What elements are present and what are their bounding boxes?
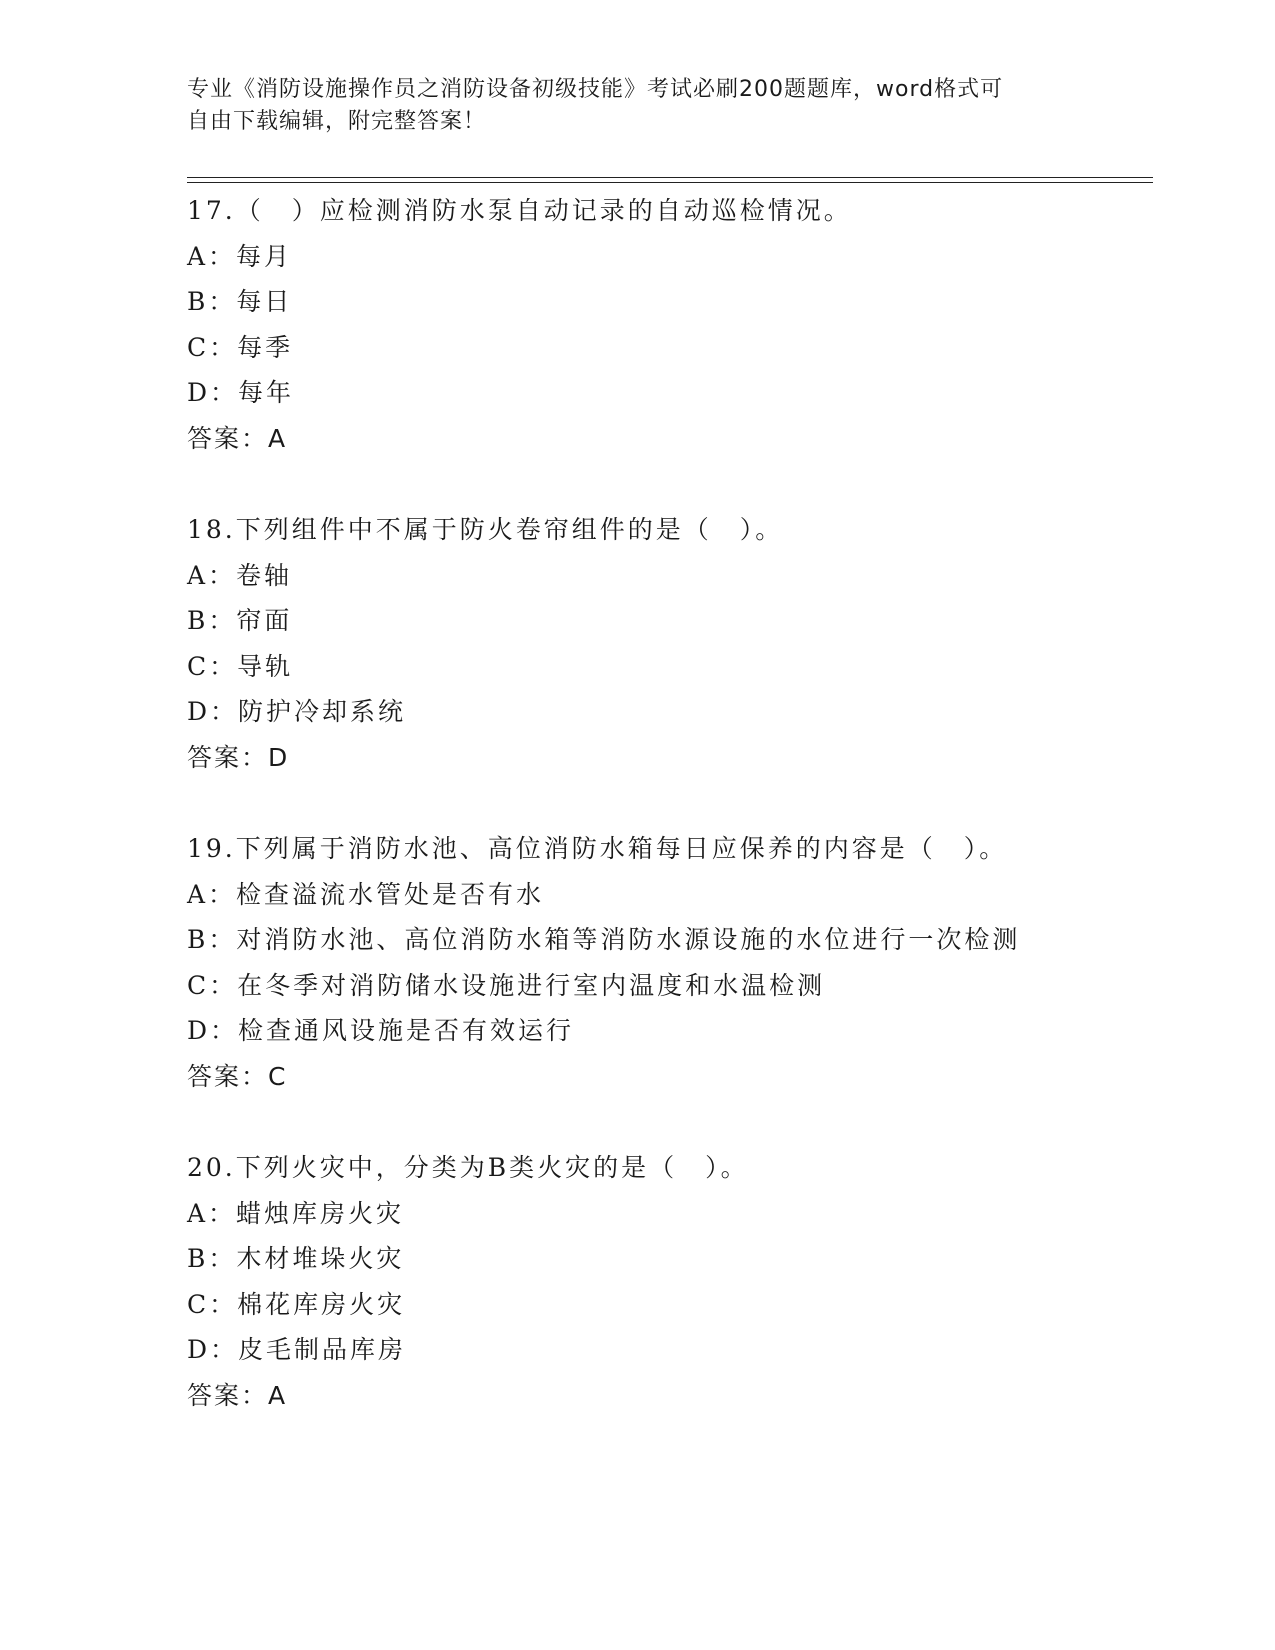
question-17 — [187, 188, 1167, 461]
header-line-1: 专业《消防设施操作员之消防设备初级技能》考试必刷200题题库，word格式可 — [187, 77, 1004, 102]
option-b: B：木材堆垛火灾 — [187, 1244, 405, 1273]
answer: 答案：D — [187, 742, 290, 772]
question-title: 17.（ ）应检测消防水泵自动记录的自动巡检情况。 — [187, 196, 852, 225]
answer: 答案：A — [187, 423, 288, 453]
header-divider-bottom — [187, 182, 1153, 183]
answer: 答案：A — [187, 1380, 288, 1410]
question-title: 19.下列属于消防水池、高位消防水箱每日应保养的内容是（ ）。 — [187, 834, 1008, 863]
question-title: 20.下列火灾中，分类为B类火灾的是（ ）。 — [187, 1153, 749, 1182]
option-b: B：对消防水池、高位消防水箱等消防水源设施的水位进行一次检测 — [187, 925, 1021, 954]
option-a: A：蜡烛库房火灾 — [187, 1198, 405, 1228]
option-c: C：每季 — [187, 332, 294, 362]
header-line-2: 自由下载编辑，附完整答案！ — [187, 109, 487, 134]
header-divider-top — [187, 177, 1153, 178]
option-d: D：皮毛制品库房 — [187, 1335, 407, 1364]
option-a: A：卷轴 — [187, 560, 293, 590]
option-b: B：每日 — [187, 287, 293, 316]
question-19 — [187, 826, 1167, 1099]
option-c: C：棉花库房火灾 — [187, 1289, 406, 1319]
option-a: A：检查溢流水管处是否有水 — [187, 879, 545, 909]
option-d: D：每年 — [187, 378, 295, 407]
document-header — [187, 74, 1067, 138]
question-18 — [187, 507, 1167, 780]
option-b: B：帘面 — [187, 606, 293, 635]
option-c: C：在冬季对消防储水设施进行室内温度和水温检测 — [187, 970, 826, 1000]
option-d: D：防护冷却系统 — [187, 697, 407, 726]
question-title: 18.下列组件中不属于防火卷帘组件的是（ ）。 — [187, 515, 784, 544]
question-20 — [187, 1145, 1167, 1418]
answer: 答案：C — [187, 1061, 288, 1091]
option-d: D：检查通风设施是否有效运行 — [187, 1016, 575, 1045]
option-c: C：导轨 — [187, 651, 294, 681]
option-a: A：每月 — [187, 241, 293, 271]
